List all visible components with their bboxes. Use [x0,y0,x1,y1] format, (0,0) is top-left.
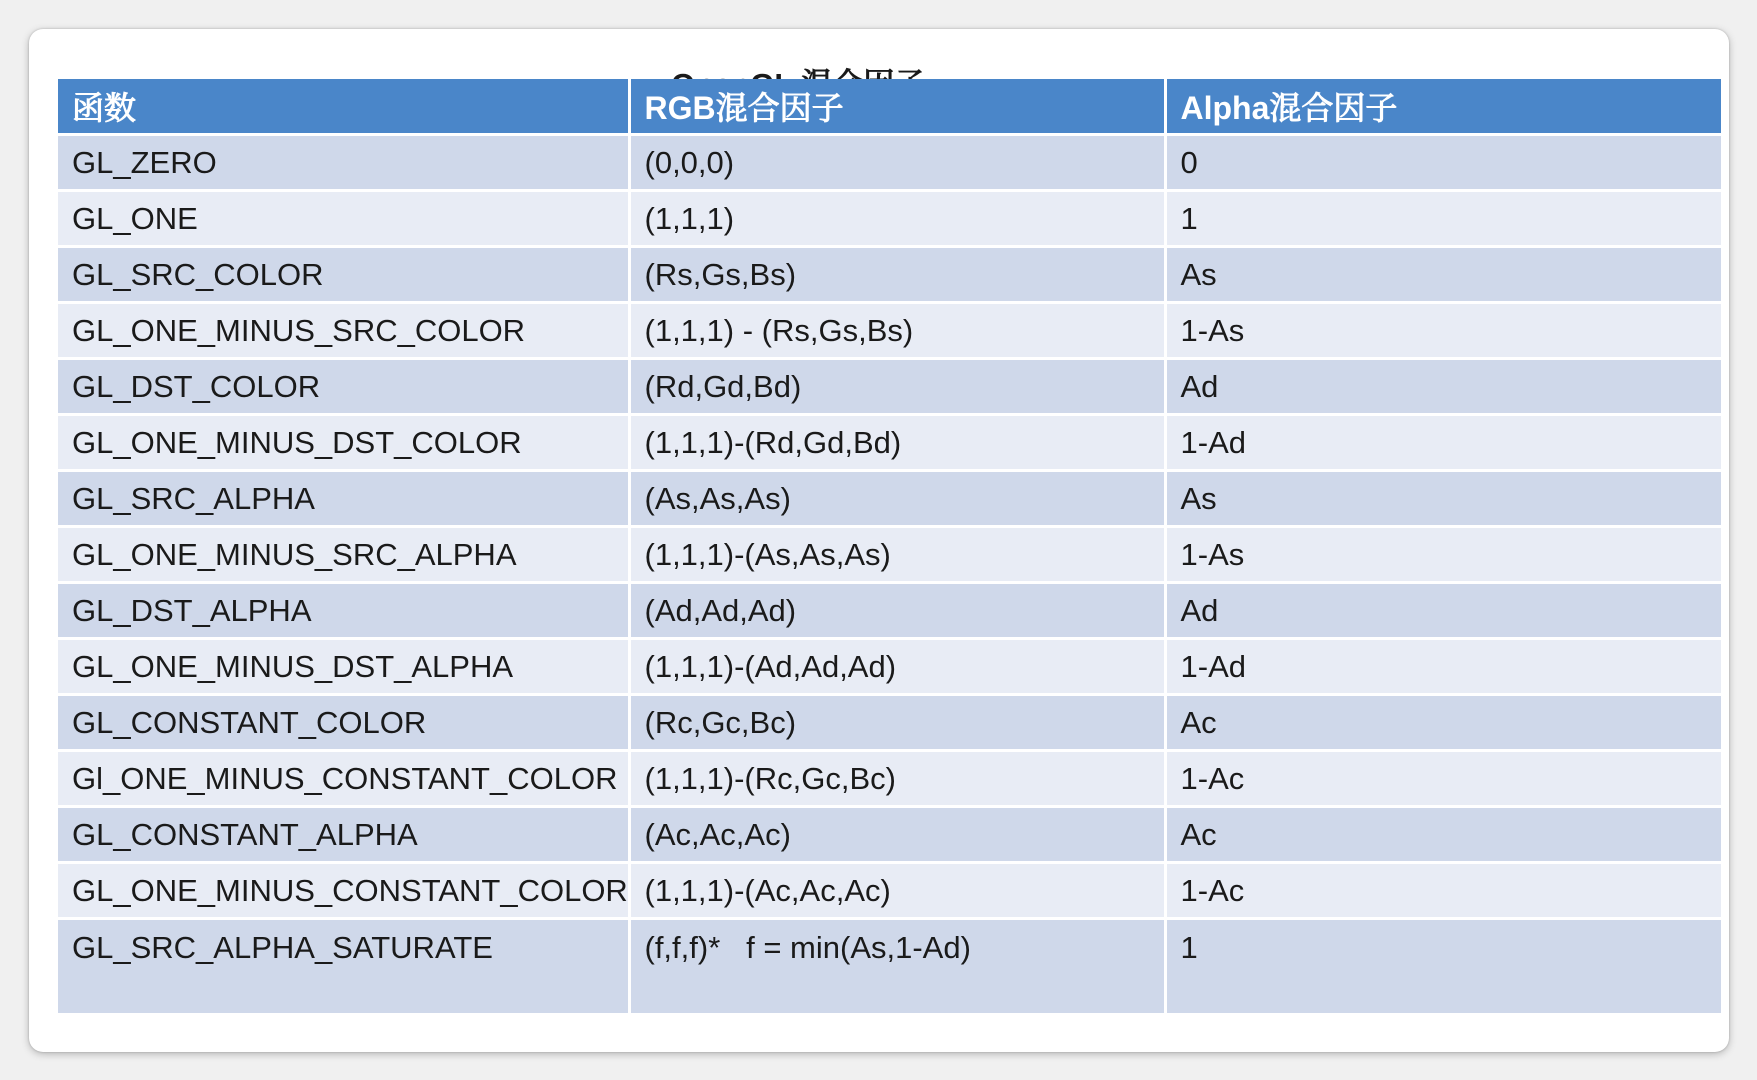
cell-rgb-factor: (1,1,1) - (Rs,Gs,Bs) [629,303,1165,359]
cell-rgb-factor: (1,1,1)-(Ac,Ac,Ac) [629,863,1165,919]
cell-function: GL_SRC_ALPHA_SATURATE [58,919,629,1015]
cell-alpha-factor: 1-Ad [1165,639,1721,695]
cell-alpha-factor: 1-Ad [1165,415,1721,471]
table-row [58,919,1721,1015]
table-row [58,527,1721,583]
cell-function: GL_CONSTANT_COLOR [58,695,629,751]
cell-rgb-factor: (Rd,Gd,Bd) [629,359,1165,415]
cell-rgb-factor: (1,1,1)-(As,As,As) [629,527,1165,583]
cell-function: GL_CONSTANT_ALPHA [58,807,629,863]
table-row [58,415,1721,471]
cell-rgb-factor: (Ac,Ac,Ac) [629,807,1165,863]
cell-rgb-factor: (Ad,Ad,Ad) [629,583,1165,639]
cell-function: GL_SRC_COLOR [58,247,629,303]
cell-function: GL_ONE_MINUS_CONSTANT_COLOR [58,863,629,919]
cell-function: GL_ZERO [58,135,629,191]
cell-rgb-factor: (0,0,0) [629,135,1165,191]
cell-rgb-factor: (1,1,1)-(Rd,Gd,Bd) [629,415,1165,471]
cell-alpha-factor: As [1165,471,1721,527]
cell-alpha-factor: 1-As [1165,527,1721,583]
blend-factor-table [58,79,1721,1016]
slide-card [29,29,1729,1052]
cell-function: GL_DST_COLOR [58,359,629,415]
table-row [58,247,1721,303]
cell-alpha-factor: 0 [1165,135,1721,191]
table-row [58,863,1721,919]
header-rgb-factor: RGB混合因子 [629,79,1165,135]
cell-rgb-factor: (1,1,1)-(Rc,Gc,Bc) [629,751,1165,807]
cell-alpha-factor: Ad [1165,359,1721,415]
cell-function: GL_ONE_MINUS_DST_COLOR [58,415,629,471]
cell-alpha-factor: 1 [1165,919,1721,1015]
cell-function: GL_ONE_MINUS_DST_ALPHA [58,639,629,695]
cell-function: GL_SRC_ALPHA [58,471,629,527]
table-header-row [58,79,1721,135]
header-function: 函数 [58,79,629,135]
cell-alpha-factor: 1-Ac [1165,751,1721,807]
table-row [58,471,1721,527]
table-row [58,359,1721,415]
cell-rgb-factor: (Rc,Gc,Bc) [629,695,1165,751]
cell-alpha-factor: As [1165,247,1721,303]
table-row [58,807,1721,863]
cell-alpha-factor: 1-Ac [1165,863,1721,919]
table-row [58,751,1721,807]
cell-function: GL_ONE [58,191,629,247]
cell-rgb-factor: (f,f,f)* f = min(As,1-Ad) [629,919,1165,1015]
cell-function: GL_DST_ALPHA [58,583,629,639]
cell-alpha-factor: Ac [1165,695,1721,751]
cell-rgb-factor: (1,1,1) [629,191,1165,247]
table-row [58,135,1721,191]
table-row [58,583,1721,639]
cell-alpha-factor: 1 [1165,191,1721,247]
cell-function: Gl_ONE_MINUS_CONSTANT_COLOR [58,751,629,807]
table-row [58,695,1721,751]
cell-rgb-factor: (As,As,As) [629,471,1165,527]
cell-alpha-factor: 1-As [1165,303,1721,359]
cell-alpha-factor: Ad [1165,583,1721,639]
cell-rgb-factor: (Rs,Gs,Bs) [629,247,1165,303]
cell-function: GL_ONE_MINUS_SRC_ALPHA [58,527,629,583]
cell-rgb-factor: (1,1,1)-(Ad,Ad,Ad) [629,639,1165,695]
cell-alpha-factor: Ac [1165,807,1721,863]
header-alpha-factor: Alpha混合因子 [1165,79,1721,135]
table-row [58,191,1721,247]
table-row [58,303,1721,359]
cell-function: GL_ONE_MINUS_SRC_COLOR [58,303,629,359]
table-row [58,639,1721,695]
